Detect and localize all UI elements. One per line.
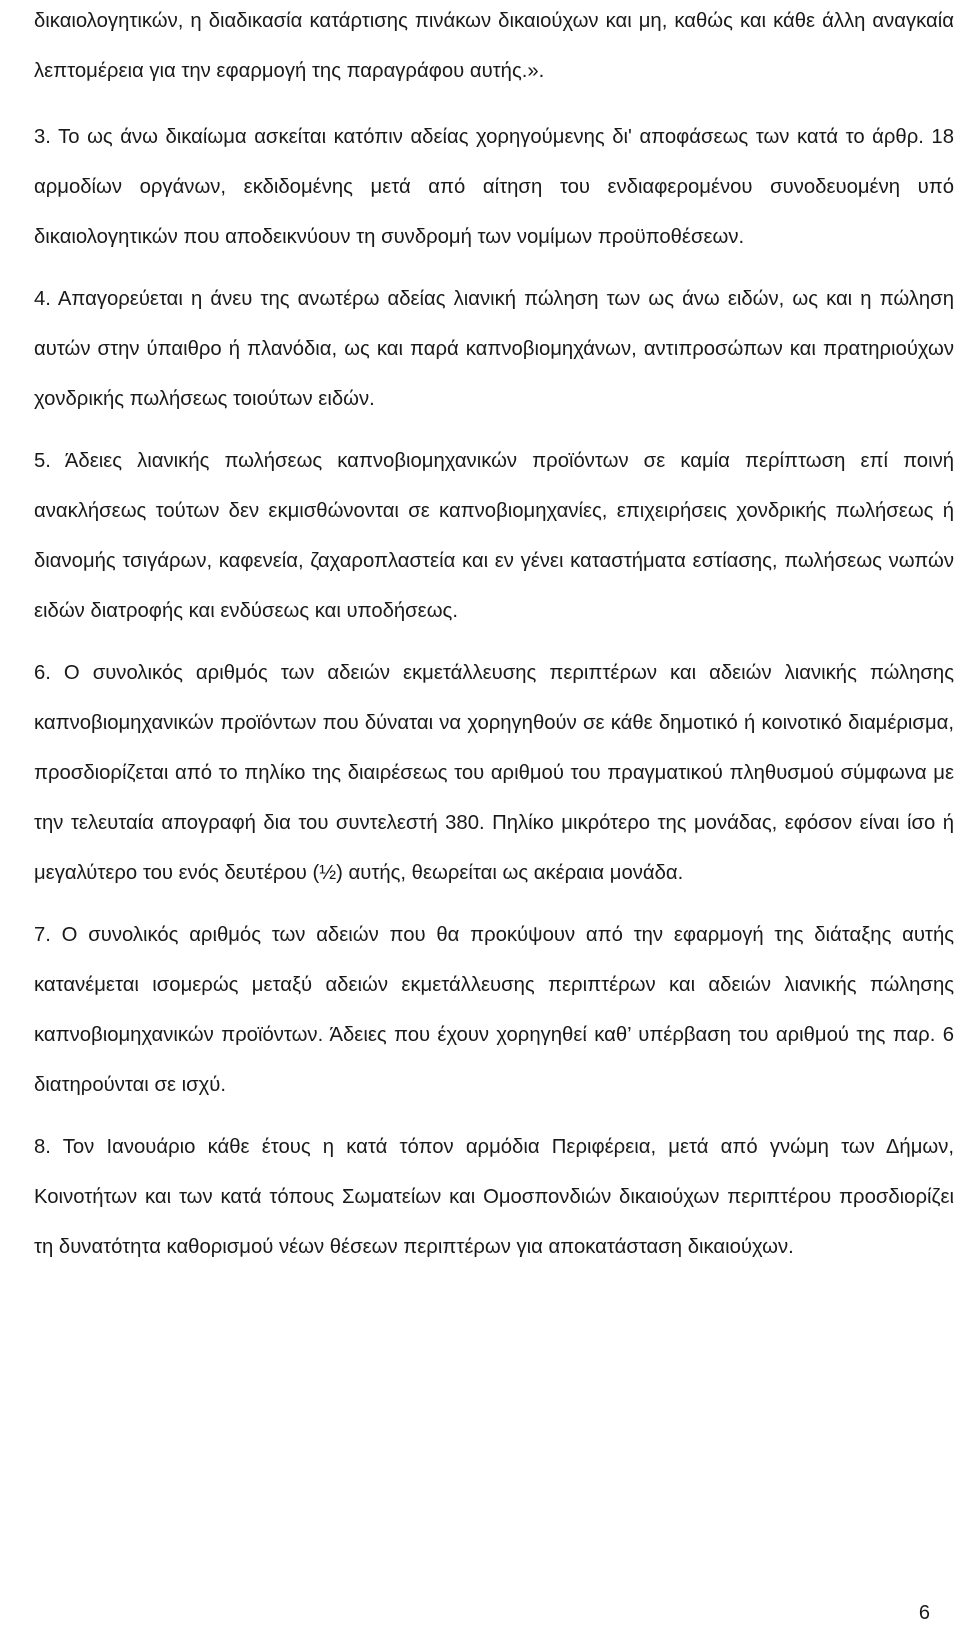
- page-number: 6: [918, 1602, 930, 1624]
- paragraph-continuation: δικαιολογητικών, η διαδικασία κατάρτισης πινάκων δικαιούχων και μη, καθώς και κάθε άλλη αναγκαία λεπτομέρεια για την εφαρμογή της παραγράφου αυτής.».: [34, 10, 954, 82]
- document-body: [34, 0, 954, 1272]
- paragraph-6: 6. Ο συνολικός αριθμός των αδειών εκμετάλλευσης περιπτέρων και αδειών λιανικής πώλησης καπνοβιομηχανικών προϊόντων που δύναται να χορηγηθούν σε κάθε δημοτικό ή κοινοτικό διαμέρισμα, προσδιορίζεται από το πηλίκο της διαιρέσεως του αριθμού του πραγματικού πληθυσμού σύμφωνα με την τελευταία απογραφή δια του συντελεστή 380. Πηλίκο μικρότερο της μονάδας, εφόσον είναι ίσο ή μεγαλύτερο του ενός δευτέρου (½) αυτής, θεωρείται ως ακέραια μονάδα.: [34, 662, 954, 884]
- paragraph-7: 7. Ο συνολικός αριθμός των αδειών που θα προκύψουν από την εφαρμογή της διάταξης αυτής κατανέμεται ισομερώς μεταξύ αδειών εκμετάλλευσης περιπτέρων και αδειών λιανικής πώλησης καπνοβιομηχανικών προϊόντων. Άδειες που έχουν χορηγηθεί καθ’ υπέρβαση του αριθμού της παρ. 6 διατηρούνται σε ισχύ.: [34, 924, 954, 1096]
- paragraph-5: 5. Άδειες λιανικής πωλήσεως καπνοβιομηχανικών προϊόντων σε καμία περίπτωση επί ποινή ανακλήσεως τούτων δεν εκμισθώνονται σε καπνοβιομηχανίες, επιχειρήσεις χονδρικής πωλήσεως ή διανομής τσιγάρων, καφενεία, ζαχαροπλαστεία και εν γένει καταστήματα εστίασης, πωλήσεως νωπών ειδών διατροφής και ενδύσεως και υποδήσεως.: [34, 450, 954, 622]
- paragraph-4: 4. Απαγορεύεται η άνευ της ανωτέρω αδείας λιανική πώληση των ως άνω ειδών, ως και η πώληση αυτών στην ύπαιθρο ή πλανόδια, ως και παρά καπνοβιομηχάνων, αντιπροσώπων και πρατηριούχων χονδρικής πωλήσεως τοιούτων ειδών.: [34, 288, 954, 410]
- paragraph-8: 8. Τον Ιανουάριο κάθε έτους η κατά τόπον αρμόδια Περιφέρεια, μετά από γνώμη των Δήμων, Κοινοτήτων και των κατά τόπους Σωματείων και Ομοσπονδιών δικαιούχων περιπτέρου προσδιορίζει τη δυνατότητα καθορισμού νέων θέσεων περιπτέρων για αποκατάσταση δικαιούχων.: [34, 1136, 954, 1258]
- paragraph-3: 3. Το ως άνω δικαίωμα ασκείται κατόπιν αδείας χορηγούμενης δι' αποφάσεως των κατά το άρθρ. 18 αρμοδίων οργάνων, εκδιδομένης μετά από αίτηση του ενδιαφερομένου συνοδευομένη υπό δικαιολογητικών που αποδεικνύουν τη συνδρομή των νομίμων προϋποθέσεων.: [34, 126, 954, 248]
